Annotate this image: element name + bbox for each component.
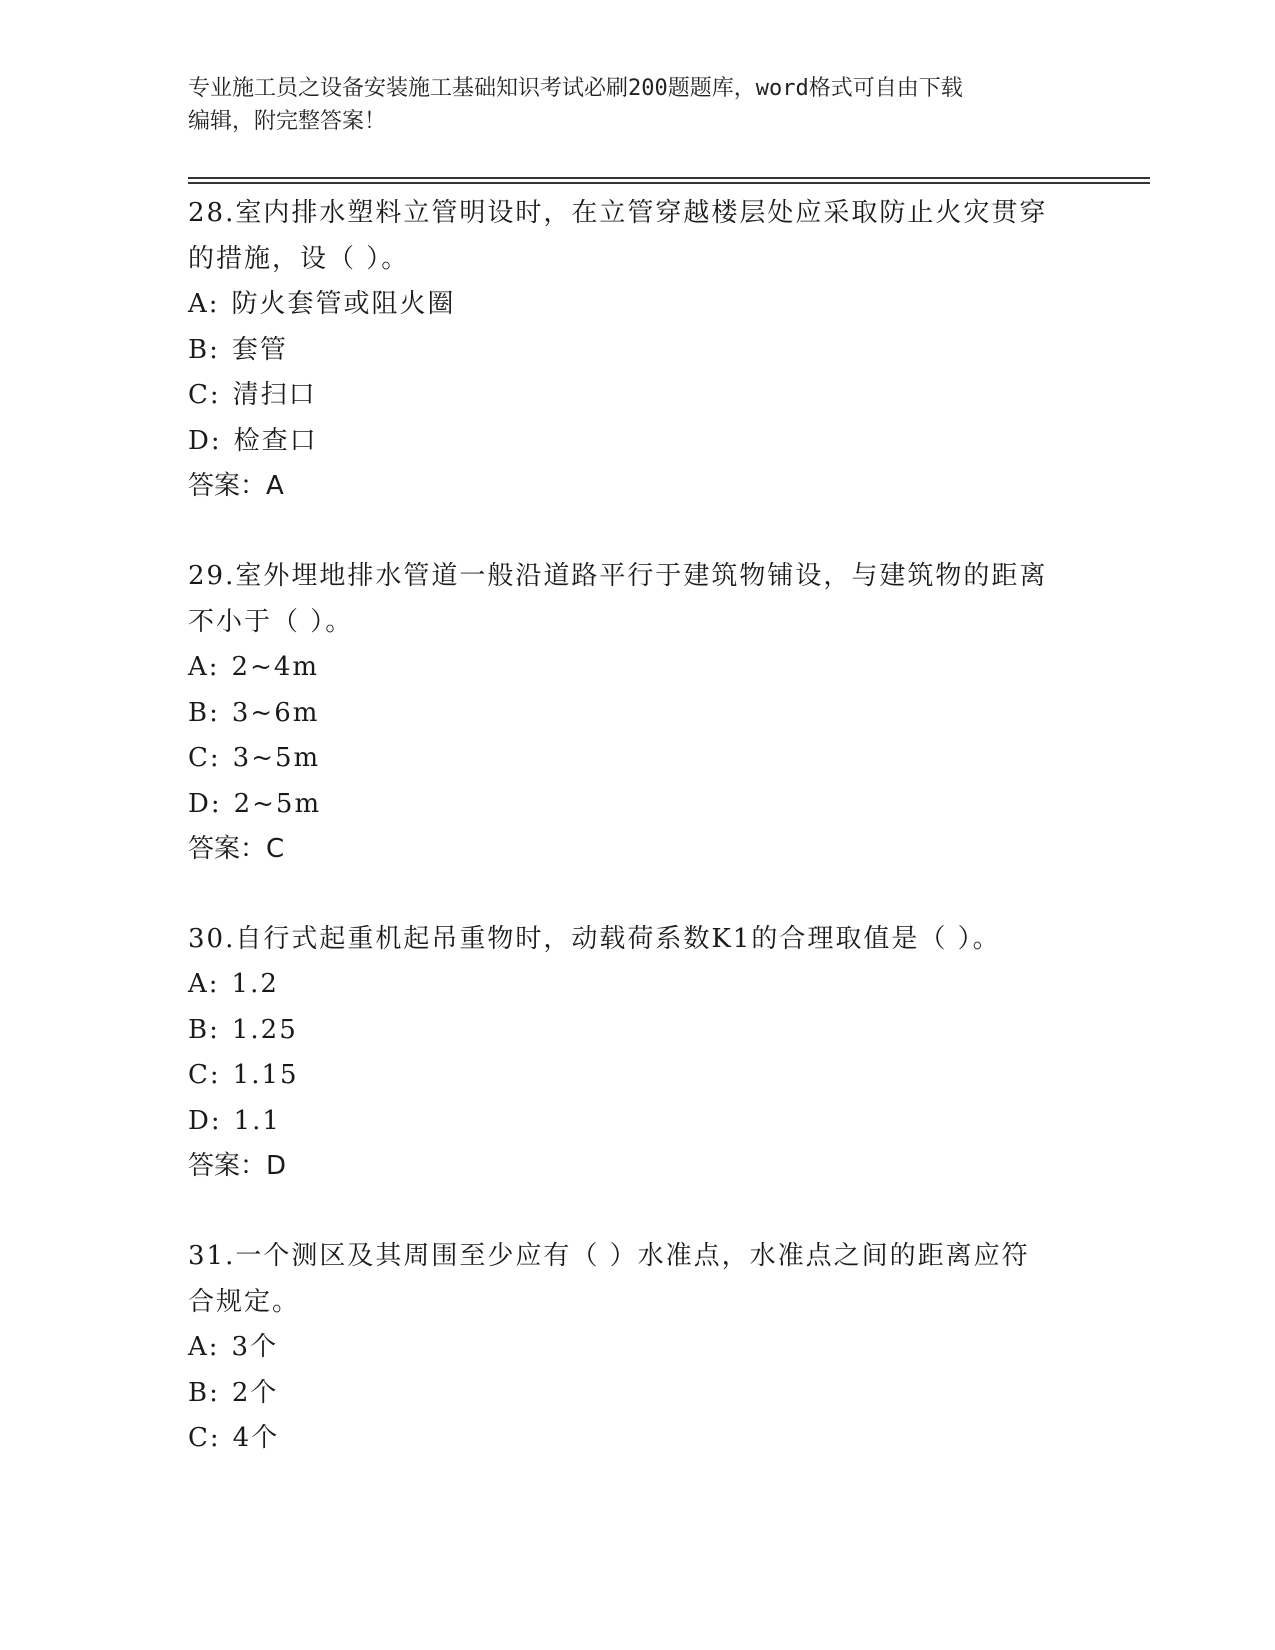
option-text: 1.15 xyxy=(232,1060,299,1090)
option-text: 3~6m xyxy=(231,697,320,728)
question-stem-continued: 不小于（ ）。 xyxy=(188,607,354,637)
question-stem: 30.自行式起重机起吊重物时，动载荷系数K1的合理取值是（ ）。 xyxy=(188,924,1001,954)
answer: 答案：A xyxy=(188,471,284,501)
header-title-line-1: 专业施工员之设备安装施工基础知识考试必刷200题题库，word格式可自由下载 xyxy=(188,76,963,101)
question-stem: 31.一个测区及其周围至少应有（ ）水准点，水准点之间的距离应符 xyxy=(188,1241,1030,1271)
option-c xyxy=(188,373,1088,419)
option-text: 2个 xyxy=(231,1377,279,1408)
option-letter: C: xyxy=(188,1423,221,1453)
option-text: 2~5m xyxy=(233,788,322,819)
option-b xyxy=(188,1371,1088,1417)
question-spacer xyxy=(188,1188,1088,1233)
option-c xyxy=(188,736,1088,782)
option-text: 防火套管或阻火圈 xyxy=(231,289,456,319)
header-divider-top xyxy=(188,177,1150,179)
option-letter: B: xyxy=(188,1014,220,1045)
option-letter: B: xyxy=(188,697,220,728)
question-30 xyxy=(188,916,1088,1188)
option-d xyxy=(188,419,1088,465)
option-text: 1.25 xyxy=(231,1014,298,1045)
option-text: 3个 xyxy=(231,1332,279,1362)
option-b xyxy=(188,1008,1088,1054)
option-b xyxy=(188,691,1088,737)
option-text: 套管 xyxy=(231,334,288,365)
option-text: 3~5m xyxy=(232,743,321,773)
option-letter: B: xyxy=(188,1377,220,1408)
question-list xyxy=(188,190,1088,1462)
question-stem-continued: 合规定。 xyxy=(188,1287,301,1317)
option-letter: C: xyxy=(188,1060,221,1090)
option-letter: C: xyxy=(188,743,221,773)
option-letter: A: xyxy=(188,1332,220,1362)
option-letter: A: xyxy=(188,289,220,319)
option-text: 4个 xyxy=(232,1423,280,1453)
option-a xyxy=(188,962,1088,1008)
option-letter: A: xyxy=(188,969,220,999)
option-d xyxy=(188,782,1088,828)
option-text: 2~4m xyxy=(231,652,320,682)
question-28 xyxy=(188,190,1088,508)
option-a xyxy=(188,645,1088,691)
question-spacer xyxy=(188,508,1088,553)
question-spacer xyxy=(188,871,1088,916)
option-letter: D: xyxy=(188,425,222,456)
option-a xyxy=(188,282,1088,328)
option-c xyxy=(188,1053,1088,1099)
header-divider-bottom xyxy=(188,182,1150,184)
option-text: 清扫口 xyxy=(232,380,317,410)
option-letter: C: xyxy=(188,380,221,410)
option-letter: D: xyxy=(188,788,222,819)
option-letter: A: xyxy=(188,652,220,682)
option-letter: B: xyxy=(188,334,220,365)
option-text: 检查口 xyxy=(233,425,318,456)
option-text: 1.2 xyxy=(231,969,279,999)
question-stem: 29.室外埋地排水管道一般沿道路平行于建筑物铺设，与建筑物的距离 xyxy=(188,561,1048,591)
question-stem: 28.室内排水塑料立管明设时，在立管穿越楼层处应采取防止火灾贯穿 xyxy=(188,198,1048,228)
document-header xyxy=(188,72,1088,138)
option-b xyxy=(188,328,1088,374)
option-letter: D: xyxy=(188,1105,222,1136)
option-a xyxy=(188,1325,1088,1371)
answer: 答案：C xyxy=(188,834,285,864)
question-stem-continued: 的措施，设（ ）。 xyxy=(188,244,410,274)
answer: 答案：D xyxy=(188,1151,287,1181)
option-c xyxy=(188,1416,1088,1462)
header-title-line-2: 编辑，附完整答案！ xyxy=(188,109,387,134)
option-text: 1.1 xyxy=(233,1105,281,1136)
question-29 xyxy=(188,553,1088,871)
question-31 xyxy=(188,1233,1088,1462)
option-d xyxy=(188,1099,1088,1145)
